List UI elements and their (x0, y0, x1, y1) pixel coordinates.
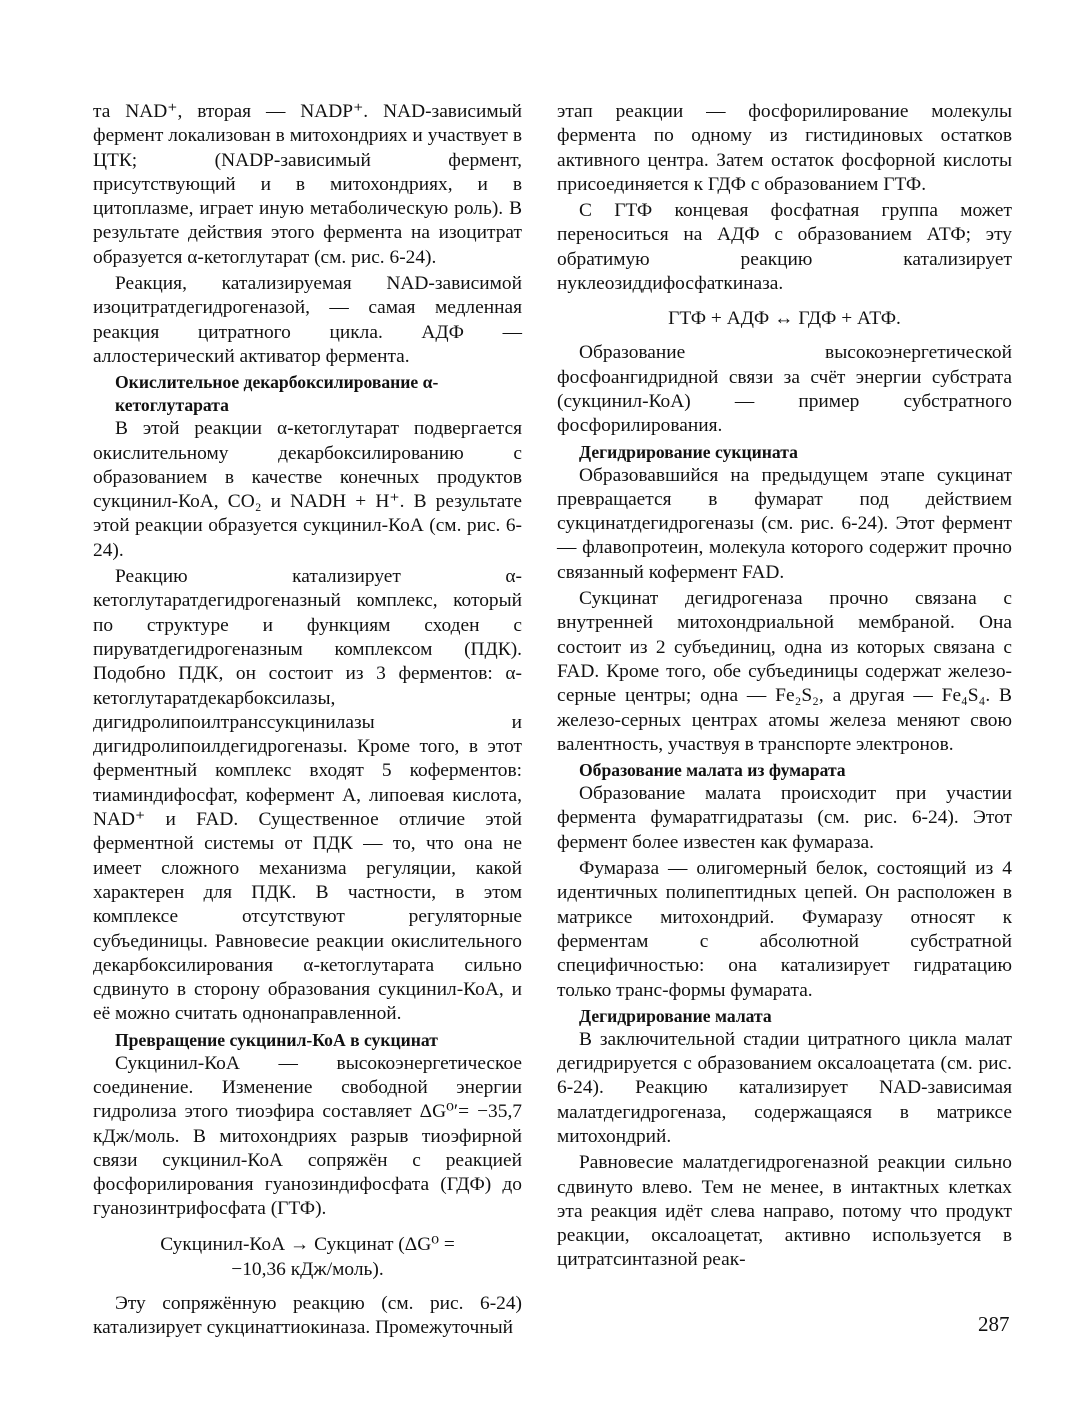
left-column (93, 100, 522, 1342)
section-heading: Дегидрирование малата (579, 1005, 772, 1026)
formula-line: Сукцинил-КоА → Сукцинат (ΔG⁰ = (160, 1233, 455, 1255)
section-heading: Дегидрирование сукцината (579, 441, 798, 462)
paragraph: В этой реакции α-кетоглутарат подвергается окислительному декарбоксилированию с образованием в качестве конечных продуктов сукцинил-КоА, CO₂ и NADH + H⁺. В результате этой реакции образуется сукцинил-КоА (см. рис. 6-24). (93, 418, 522, 561)
paragraph: Реакция, катализируемая NAD-зависимой изоцитратдегидрогеназой, — самая медленная реакция цитратного цикла. АДФ — аллостерический активатор фермента. (93, 273, 522, 367)
paragraph: Эту сопряжённую реакцию (см. рис. 6-24) катализирует сукцинаттиокиназа. Промежуточный (93, 1292, 522, 1339)
reaction-formula (93, 1232, 522, 1282)
paragraph: Реакцию катализирует α-кетоглутаратдегидрогеназный комплекс, который по структуре и функциям сходен с пируватдегидрогеназным комплексом (ПДК). Подобно ПДК, он состоит из 3 ферментов: α-кетоглутаратдекарбоксилазы, дигидролипоилтранссукцинилазы и дигидролипоилдегидрогеназы. Кроме того, в этот ферментный комплекс входят 5 коферментов: тиаминдифосфат, кофермент А, липоевая кислота, NAD⁺ и FAD. Существенное отличие этой ферментной системы от ПДК — то, что она не имеет сложного механизма регуляции, какой характерен для ПДК. В частности, в этом комплексе отсутствуют регуляторные субъединицы. Равновесие реакции окислительного декарбоксилирования α-кетоглутарата сильно сдвинуто в сторону образования сукцинил-КоА, и её можно считать однонаправленной. (93, 566, 522, 1025)
section-heading: Окислительное декарбоксилирование α-кетоглутарата (115, 372, 439, 416)
paragraph: этап реакции — фосфорилирование молекулы фермента по одному из гистидиновых остатков активного центра. Затем остаток фосфорной кислоты присоединяется к ГДФ с образованием ГТФ. (557, 101, 1012, 195)
paragraph: Сукцинил-КоА — высокоэнергетическое соединение. Изменение свободной энергии гидролиза этого тиоэфира составляет ΔG⁰′= −35,7 кДж/моль. В митохондриях разрыв тиоэфирной связи сукцинил-КоА сопряжён с реакцией фосфорилирования гуанозиндифосфата (ГДФ) до гуанозинтрифосфата (ГТФ). (93, 1052, 522, 1220)
paragraph: Сукцинат дегидрогеназа прочно связана с внутренней митохондриальной мембраной. Она состоит из 2 субъединиц, одна из которых связана с FAD. Кроме того, обе субъединицы содержат железо-серные центры; одна — Fe₂S₂, а другая — Fe₄S₄. В железо-серных центрах атомы железа меняют свою валентность, участвуя в транспорте электронов. (557, 588, 1012, 755)
paragraph: Равновесие малатдегидрогеназной реакции сильно сдвинуто влево. Тем не менее, в интактных клетках эта реакция идёт слева направо, потому что продукт реакции, оксалоацетат, активно используется в цитратсинтазной реак- (557, 1152, 1012, 1271)
page-number: 287 (978, 1312, 1010, 1336)
right-column (557, 100, 1012, 1275)
reaction-formula: ГТФ + АДФ ↔ ГДФ + АТФ. (668, 308, 901, 330)
paragraph: Образование малата происходит при участии фермента фумаратгидратазы (см. рис. 6-24). Этот фермент более известен как фумараза. (557, 783, 1012, 853)
paragraph: Фумараза — олигомерный белок, состоящий из 4 идентичных полипептидных цепей. Он расположен в матриксе митохондрий. Фумаразу относят к ферментам с абсолютной субстратной специфичностью: она катализирует гидратацию только транс-формы фумарата. (557, 858, 1012, 1001)
paragraph: Образовавшийся на предыдущем этапе сукцинат превращается в фумарат под действием сукцинатдегидрогеназы (см. рис. 6-24). Этот фермент — флавопротеин, молекула которого содержит прочно связанный кофермент FAD. (557, 464, 1012, 583)
paragraph: та NAD⁺, вторая — NADP⁺. NAD-зависимый фермент локализован в митохондриях и участвует в ЦТК; (NADP-зависимый фермент, присутствующий и в митохондриях, и в цитоплазме, играет иную метаболическую роль). В результате действия этого фермента на изоцитрат образуется α-кетоглутарат (см. рис. 6-24). (93, 101, 522, 268)
paragraph: С ГТФ концевая фосфатная группа может переноситься на АДФ с образованием АТФ; эту обратимую реакцию катализирует нуклеозиддифосфаткиназа. (557, 200, 1012, 295)
section-heading: Превращение сукцинил-КоА в сукцинат (115, 1029, 438, 1050)
paragraph: Образование высокоэнергетической фосфоангидридной связи за счёт энергии субстрата (сукцинил-КоА) — пример субстратного фосфорилирования. (557, 342, 1012, 437)
section-heading: Образование малата из фумарата (579, 760, 846, 781)
formula-line: −10,36 кДж/моль). (231, 1258, 384, 1280)
paragraph: В заключительной стадии цитратного цикла малат дегидрируется с образованием оксалоацетата (см. рис. 6-24). Реакцию катализирует NAD-зависимая малатдегидрогеназа, содержащаяся в матриксе митохондрий. (557, 1028, 1012, 1147)
